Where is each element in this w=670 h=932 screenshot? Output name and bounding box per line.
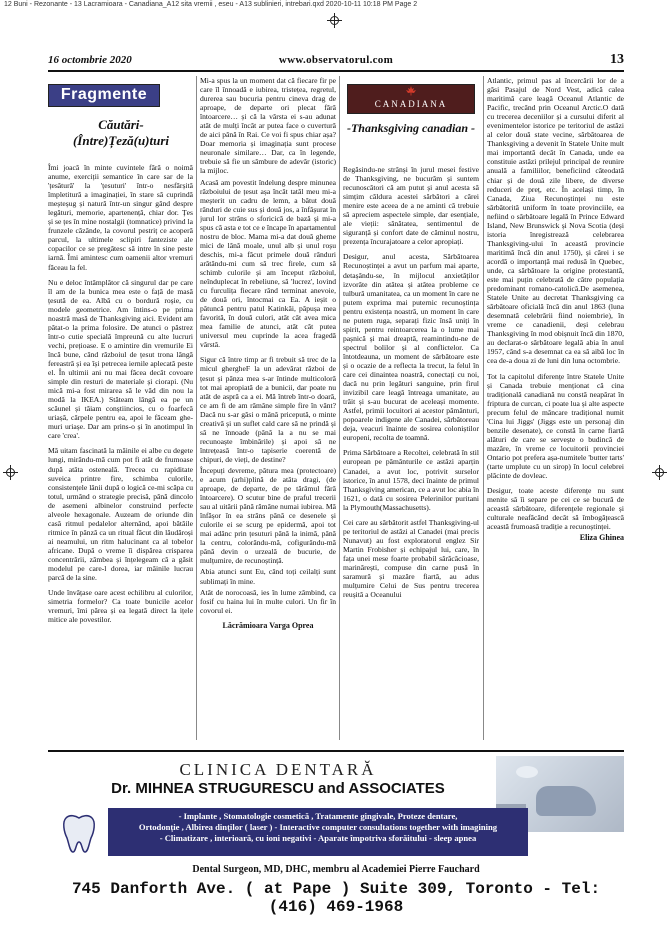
services-band (108, 808, 528, 856)
registration-mark-icon (6, 468, 15, 477)
article-column-2 (200, 76, 336, 741)
services-line: - Implante , Stomatologie cosmetică , Tratamente gingivale, Proteze dentare, (178, 811, 458, 821)
services-line: Ortodonție , Albirea dinților ( laser ) - Interactive computer consultations together with imagining (138, 822, 498, 832)
column-divider (196, 76, 197, 740)
clinic-address[interactable]: 745 Danforth Ave. ( at Pape ) Suite 309, Toronto - Tel: (416) 469-1968 (71, 880, 601, 916)
paragraph: Atât de norocoasă, ies în lume zâmbind, ca fosif cu haina lui în multe culori. Un fir în covorul ei. (200, 587, 336, 615)
header-rule (48, 70, 624, 72)
registration-mark-icon (655, 468, 664, 477)
fragmente-label: Fragmente (60, 86, 148, 103)
paragraph: Cei care au sărbătorit astfel Thanksgiving-ul pe teritoriul de astăzi al Canadei (mai precis Nunavut) au fost exploratorul englez Sir Martin Frobisher și echipajul lui, care, în fața unei mese foarte probabil sărăcăcioase, marinărești, compuse din carne pusă în saramură și mazăre fiartă, au adus mulțumire Celui de Sus pentru trecerea reușită a Oceanului (343, 517, 479, 600)
column-divider (339, 76, 340, 740)
article-title: Căutări- (Între)Țeză(u)turi (72, 117, 170, 148)
article-title: -Thanksgiving canadian - (346, 121, 475, 135)
registration-mark-icon (330, 16, 339, 25)
doctor-credentials: Dental Surgeon, MD, DHC, membru al Academiei Pierre Fauchard (192, 864, 480, 875)
paragraph: Regăsindu-ne strânși în jurul mesei festive de Thanksgiving, ne bucurăm și suntem recunoscători că am putut și anul acesta să simțim căldura acestei sărbători a cărei menire este aceea de a ne aminti că trebuie să apreciem aspectele simple, dar esențiale, ale vieții: sănătatea, sentimentul de siguranță și confort date de căminul nostru, prezența încurajatoare a celor apropiați. (343, 165, 479, 247)
paragraph: Mi-a spus la un moment dat că fiecare fir pe care îl înnoadă e iubirea, tristețea, regretul, durerea sau bucuria pentru cineva drag de aproape, de departe ori plecat fără întoarcere… și că la vârsta ei s-au adunat atât de mulți încât ar putea face o cuvertură de aici până în Rai. Ce voi fi spus chiar așa? Doar memoria și imaginația sunt procese neuronale similare… Dar, ca în legende, trebuie să fie un sâmbure de adevăr (istoric) la mijloc. (200, 76, 336, 176)
print-slug: 12 Buni - Rezonante - 13 Lacramioara - Canadiana_A12 sita vremii , eseu - A13 sublinieri, intrebari.qxd 2020-10-11 10:18 PM Page 2 (4, 1, 418, 8)
paragraph: Acasă am povestit îndelung despre minunea războiului de țesut așa încât tatăl meu mi-a meșterit un cadru de lemn, a bătut două rânduri de cuie sus și două jos, a înfășurat în jurul lor strâns o sforicică de bază și mi-a spus că asta e tot ce e încape în apartamentul nostru de bloc. Mama mi-a dat două gheme mici de lână moale, unul alb și unul roșu deschis, mi-a făcut primele două rânduri arătându-mi cum să trec firele, cum să schimb culorile și am început războiul, neînduplecat în rebeliune, să 'lucrez', lovind cu furculița fiecare rând terminat anevoie, de două ori, întocmai ca Ea. A ieșit o pătuncă pentru patul Katinkăi, păpușa mea favorită, în două culori, atât cât avea mica mea familie de atunci, atât cât putea universul meu cuprinde la acea fragedă vârstă. (200, 177, 336, 350)
paragraph: Desigur, anul acesta, Sărbătoarea Recunoștinței a avut un parfum mai aparte, detașându-se, în mijlocul anxietăților izvorâte din atâtea și atâtea probleme ce tulbură umanitatea, ca un moment în care ne putem exprima mai puternic recunoștința pentru existența noastră, un moment în care ne putem ruga, separați fizic însă uniți în spirit, pentru reintoarcerea la o lume mai pașnică și mai dreaptă, reamintindu-ne de spectrul bolilor și al conflictelor. Ca întotdeauna, un moment de sărbătoare este și o ocazie de a reflecta la trecut, la felul în care cei dinaintea noastră, conectați cu noi, dacă nu prin legături sanguine, prin firul invizibil care leagă întreaga umanitate, au trăit și s-au bucurat de aceleași momente. Astfel, primii locuitori ai acestor pământuri, popoarele indigene ale Canadei, sărbătoreau deja, veacuri înainte de sosirea coloniștilor europeni, recolta de toamnă. (343, 252, 479, 443)
column-divider (483, 76, 484, 740)
dental-clinic-ad (48, 750, 624, 916)
paragraph: Unde învățase oare acest echilibru al culorilor, simetria formelor? Ca toate bunicile acelor vremuri, îmi părea și ea legată direct la ițele mitice ale povestilor. (48, 588, 193, 625)
maple-leaf-icon (404, 86, 418, 96)
article-column-1 (48, 163, 193, 741)
canadiana-section-banner (347, 84, 475, 114)
tooth-icon (56, 812, 102, 854)
article-column-4 (487, 76, 624, 741)
author-signature: Lăcrămioara Varga Oprea (222, 620, 314, 630)
page-number: 13 (610, 52, 624, 67)
paragraph: Începuți devreme, pătura mea (protectoare) e acum (arhi)plină de atâta dragi, (de aproape, de departe, de pe tărâmul fără întoarcere). O scutur bine de praful trecerii sau al uitării până rămâne numai iubirea. Mă înfășor în ea strâns până ce desenele și culorile ei se scurg pe epidermă, apoi tot mai adânc prin țesuturi până la inimă, până la centru, colorându-mă, cofigurându-mă până devin o urzeală de bucurie, de mulțumire, de recunoștință. (200, 465, 336, 566)
dental-lamp (516, 766, 538, 778)
author-signature: Eliza Ghinea (579, 533, 624, 543)
article-column-3 (343, 165, 479, 741)
paragraph: Îmi joacă în minte cuvintele fără o noimă anume, exerciții semantice în care sar de la 'țesătură' la 'țesuturi' într-o nesfârșită împletitură a imaginației, în stare să cuprindă meșteșug și natură într-un singur gând despre legături, memorie, apartenență, chiar dor. Țes și se țes în mine nostalgii (tomnatice) privind la frunzele căzânde, la covorul pestriț ce acoperă parcul, la ultimele sclipiri fanteziste ale copacilor ce se pregătesc să intre în sine peste iarnă. Îmi amintesc cum oamenii altor vremuri făceau la fel. (48, 163, 193, 272)
paragraph: Mă uitam fascinată la mâinile ei albe cu degete lungi, mirându-mă cum pot fi atât de frumoase după atâta osteneală. Trecea cu rapiditate suveica printre fire, schimba culorile, consistențele lânii după o logică ce-mi scăpa cu totul, urmând o strategie precisă, până dincolo de asemeni albinelor construind perfecte alveole hexagonale. Auzeam de oriunde din casă ritmul pedalelor alternând, apoi bătăile ritmice în pânză ca un ritual făcut din lăudăroși ai neamului, un ritm halucinant ca al tobelor africane. După o vreme îi dispărea crisparea concentrării, zâmbea și înțelegeam că a găsit modelul pe care-l dorea, iar mâinile lucrau parcă de la sine. (48, 446, 193, 583)
paragraph: Desigur, toate aceste diferențe nu sunt menite să îi separe pe cei ce se bucură de această sărbătoare, diferențele regionale și culturale neafăcând decât să îmbogățească această frumoasă tradiție a recunoștinței. (487, 486, 624, 532)
paragraph: Atlantic, primul pas al încercării lor de a găsi Pasajul de Nord Vest, adică calea maritimă care leagă Oceanul Atlantic de Pacific, trecând prin Oceanul Arctic.O dată cu trecerea deceniilor și a cursului diferit al evenimentelor istorice pe teritoriul de astăzi al celor două state vecine, sărbătoarea de Thanksgiving a devenit în Statele Unite mult mai importantă decât în Canada, unde ea constituie astăzi prilejul principal de reunire anuală a familiilor, beneficiind câteodată chiar și de două zile libere, de diverse reduceri de preț, etc. În același timp, în Canada, Ziua Recunoștinței nu este sărbătorită uniform în toate provinciile, ea nefiind o sărbătoare legală în Prince Edward Island, New Brunswick și Nova Scotia (deși istoria înregistrează celebrarea Thanksgiving-ului în această provincie maritimă încă din anul 1750), și cărei i se acordă o importanță mai redusă în Quebec, unde, ca sărbătoare la origine protestantă, este mai puțin celebrată de către populația predominant romano-catolică.De asemenea, Statele Unite au decretat Thanksgiving ca sărbătoare oficială încă din anul 1863 (luna desemnată celebrării fiind noiembrie), în vreme ce canadienii, deși celebrau Thanksgiving în mod obișnuit încă din 1870, au declarat-o sărbătoare legală abia în anul 1957, când s-a desemnat ca ea să aibă loc în cea de-a doua zi de luni din luna octombrie. (487, 76, 624, 366)
paragraph: Nu e deloc întâmplător că singurul dar pe care îl am de la bunica mea este o față de masă țesută de ea. Albă cu o bordură roșie, cu modele geometrice. Am întins-o pe prima noastră masă de Thanksgiving aici. Evident am pătat-o la prima folosire. De atunci o păstrez într-o cutie specială împreună cu alte lucruri vechi, prețioase. E o amintire din vremurile Ei încă bune, când războiul de țesut trona lângă fereastră și ea își petrecea iernile aplecată peste el. În ultimii ani nu mai făcea decât covoare simple din resturi de materiale și ciorapi. (Nu mică mi-a fost mirarea să le văd din nou la modă la IKEA.) Stăteam lângă ea pe un scăunel și tăiam conștiincios, cu o foarfecă uriașă, cârpele pentru ea, apoi le făceam ghe-muri uriașe. Dar am prins-o și în anotimpul în care 'crea'. (48, 277, 193, 441)
site-url[interactable]: www.observatorul.com (278, 54, 394, 66)
paragraph: Sigur că între timp ar fi trebuit să trec de la micul ghergheF la un adevărat război de țesut și pânza mea s-ar întinde multicoloră tot mai apropiată de a bunicii, dar poate nu atât de aspră ca a ei. Mă întreb într-o doară, ce am fi de am rămâne simple fire în vânt? Dacă nu s-ar găsi o mână pricepută, o minte creativă și un suflet cald care să ne prindă și să ne înnoade (până la a nu se mai recunoaște ĭmbinările) și apoi să ne întrețeasă într-o tapiserie coerentă de chipuri, de vieți, de destine? (200, 355, 336, 464)
canadiana-label: CANADIANA (374, 99, 448, 109)
clinic-name: CLINICA DENTARĂ (179, 760, 377, 779)
page-header (48, 54, 624, 70)
paragraph: Prima Sărbătoare a Recoltei, celebrată în stil european pe pământurile ce astăzi aparțin Canadei, a avut loc, potrivit surselor istorice, în anul 1578, deci înainte de primul Thanksgiving american, ce a avut loc abia în 1621, o dată cu sosirea Pelerinilor puritani la Plymouth(Massachusetts). (343, 448, 479, 512)
doctor-name: Dr. MIHNEA STRUGURESCU and ASSOCIATES (111, 780, 445, 797)
services-line: - Climatizare , interioară, cu ioni negativi - Aparate împotriva sforăitului - sleep apnea (159, 833, 477, 843)
paragraph: Abia atunci sunt Eu, când toți ceilalți sunt sublimați în mine. (200, 567, 336, 586)
fragmente-section-banner (48, 84, 160, 107)
dental-chair (536, 786, 596, 816)
paragraph: Tot la capitolul diferențe între Statele Unite și Canada trebuie menționat că cina tradițională canadiană nu constă neapărat în friptura de curcan, ci poate lua și alte aspecte precum felul de mâncare tradițional numit 'Cina lui Jiggs' (Jiggs este un personaj din benzile desenate), ce constă în carne fiartă alături de care se servește o budincă de mazăre, în vreme ce locuitorii provinciei Ontario pot prefera așa-numitele 'butter tarts' (tarte umplute cu un sirop) în locul celebrei plăcinte de dovleac. (487, 371, 624, 481)
issue-date: 16 octombrie 2020 (48, 54, 132, 66)
